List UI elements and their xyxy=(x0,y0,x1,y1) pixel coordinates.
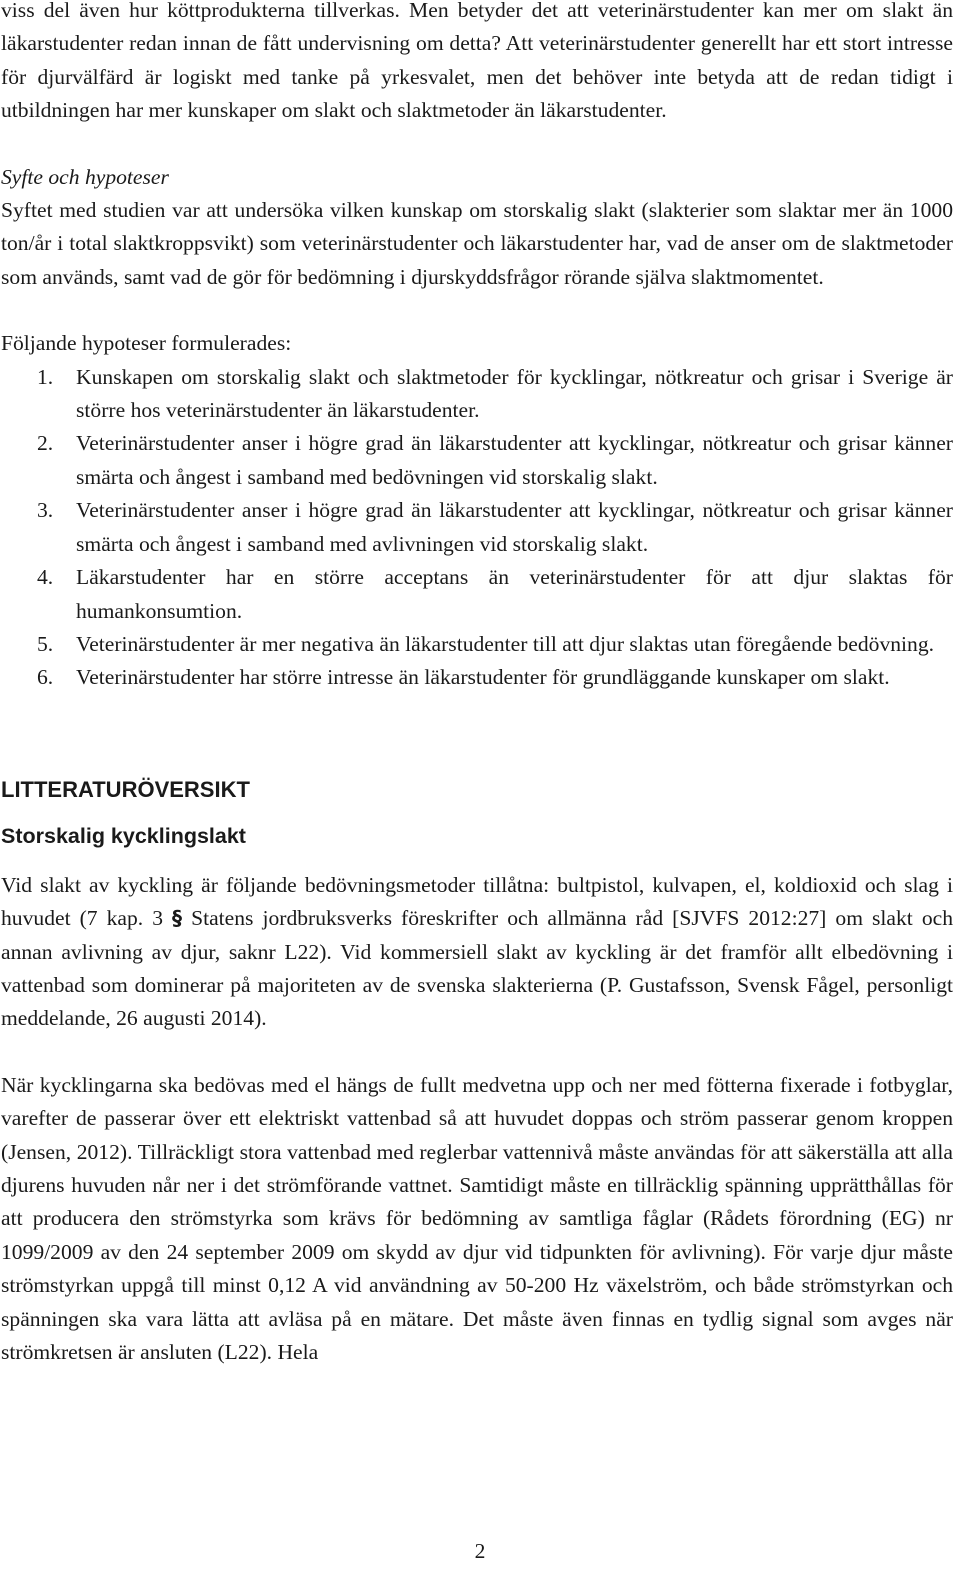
review-paragraph-2: När kycklingarna ska bedövas med el hängs de fullt medvetna upp och ner med fötterna fixerade i fotbyglar, varefter de passerar över ett elektriskt vattenbad så att huvudet doppas och ström passerar genom kroppen (Jensen, 2012). Tillräckligt stora vattenbad med reglerbar vattennivå måste användas för att säkerställa att alla djurens huvuden når ner i det strömförande vattnet. Samtidigt måste en tillräcklig spänning upprätthållas för att producera den strömstyrka som krävs för bedömning av samtliga fåglar (Rådets förordning (EG) nr 1099/2009 av den 24 september 2009 om skydd av djur vid tidpunkten för avlivning). För varje djur måste strömstyrkan uppgå till minst 0,12 A vid användning av 50-200 Hz växelström, och både strömstyrkan och spänningen ska vara lätta att avläsa på en mätare. Det måste även finnas en tydlig signal som avges när strömkretsen är ansluten (L22). Hela xyxy=(1,1072,953,1364)
list-item xyxy=(1,561,953,628)
aim-heading: Syfte och hypoteser xyxy=(1,164,169,189)
aim-paragraph: Syftet med studien var att undersöka vilken kunskap om storskalig slakt (slakterier som slaktar mer än 1000 ton/år i total slaktkroppsvikt) som veterinärstudenter och läkarstudenter har, vad de anser om de slaktmetoder som används, samt vad de gör för bedömning i djurskyddsfrågor rörande själva slaktmomentet. xyxy=(1,198,953,289)
list-item xyxy=(1,427,953,494)
list-text: Kunskapen om storskalig slakt och slaktmetoder för kycklingar, nötkreatur och grisar i Sverige är större hos veterinärstudenter än läkarstudenter. xyxy=(76,364,953,423)
list-text: Veterinärstudenter är mer negativa än läkarstudenter till att djur slaktas utan föregående bedövning. xyxy=(76,631,935,656)
review-paragraph-1-start: Vid slakt av kyckling är följande bedövningsmetoder tillåtna: bultpistol, kulvapen, el, koldioxid och slag i huvudet (7 kap. 3 xyxy=(1,872,953,931)
list-text: Veterinärstudenter anser i högre grad än läkarstudenter att kycklingar, nötkreatur och grisar känner smärta och ångest i samband med avlivningen vid storskalig slakt. xyxy=(76,498,953,556)
review-paragraph-1 xyxy=(1,869,953,1036)
review-paragraph-1-end: Statens jordbruksverks föreskrifter och allmänna råd [SJVFS 2012:27] om slakt och annan avlivning av djur, saknr L22). Vid kommersiell slakt av kyckling är det framför allt elbedövning i vattenbad som dominerar på majoriteten av de svenska slakterierna (P. Gustafsson, Svensk Fågel, personligt meddelande, 26 augusti 2014). xyxy=(1,906,953,1031)
list-item xyxy=(1,628,953,661)
section-heading: LITTERATURÖVERSIKT xyxy=(1,776,250,802)
section-symbol: § xyxy=(172,906,183,931)
subsection-heading: Storskalig kycklingslakt xyxy=(1,823,246,848)
list-number: 3. xyxy=(37,498,54,523)
list-number: 6. xyxy=(37,665,54,690)
list-item xyxy=(1,361,953,428)
list-item xyxy=(1,661,953,694)
list-text: Veterinärstudenter har större intresse än läkarstudenter för grundläggande kunskaper om slakt. xyxy=(76,665,890,690)
hypotheses-list xyxy=(1,361,953,695)
hypotheses-intro: Följande hypoteser formulerades: xyxy=(1,331,292,356)
list-number: 2. xyxy=(37,431,54,456)
intro-paragraph: viss del även hur köttprodukterna tillverkas. Men betyder det att veterinärstudenter kan mer om slakt än läkarstudenter redan innan de fått undervisning om detta? Att veterinärstudenter generellt har ett stort intresse för djurvälfärd är logiskt med tanke på yrkesvalet, men det behöver inte betyda att de redan tidigt i utbildningen har mer kunskaper om slakt och slaktmetoder än läkarstudenter. xyxy=(1,0,953,123)
list-text: Veterinärstudenter anser i högre grad än läkarstudenter att kycklingar, nötkreatur och grisar känner smärta och ångest i samband med bedövningen vid storskalig slakt. xyxy=(76,431,953,489)
list-number: 1. xyxy=(37,364,54,389)
list-number: 4. xyxy=(37,565,54,590)
list-item xyxy=(1,494,953,561)
list-text: Läkarstudenter har en större acceptans än veterinärstudenter för att djur slaktas för humankonsumtion. xyxy=(76,565,953,623)
page-number: 2 xyxy=(474,1538,486,1563)
list-number: 5. xyxy=(37,631,54,656)
